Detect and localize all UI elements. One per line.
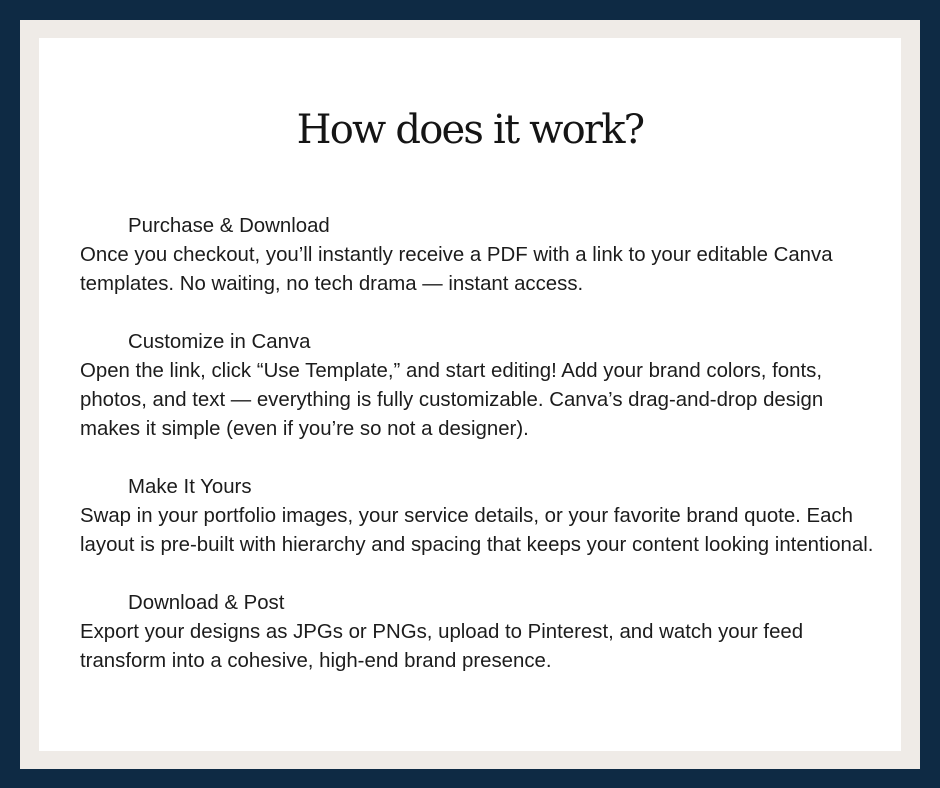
step-heading: Download & Post (128, 592, 285, 614)
step-heading: Customize in Canva (128, 331, 311, 353)
page-title: How does it work? (296, 107, 644, 153)
step-heading: Make It Yours (128, 476, 252, 498)
step-description: Export your designs as JPGs or PNGs, upload to Pinterest, and watch your feed transform into a cohesive, high-end brand presence. (80, 621, 804, 672)
step-description: Open the link, click “Use Template,” and start editing! Add your brand colors, fonts, photos, and text — everything is fully customizable. Canva’s drag-and-drop design makes it simple (even if you’re so not a designer). (80, 360, 824, 440)
outer-frame (20, 20, 920, 769)
step-description: Once you checkout, you’ll instantly receive a PDF with a link to your editable Canva templates. No waiting, no tech drama — instant access. (80, 244, 833, 295)
step-heading: Purchase & Download (128, 215, 330, 237)
step-make-it-yours (80, 473, 880, 560)
content-card (39, 38, 901, 751)
step-download-post (80, 589, 880, 676)
step-purchase-download (80, 212, 880, 299)
step-description: Swap in your portfolio images, your service details, or your favorite brand quote. Each layout is pre-built with hierarchy and spacing that keeps your content looking intentional. (80, 505, 874, 556)
step-customize-in-canva (80, 328, 880, 444)
steps-list (80, 212, 880, 705)
